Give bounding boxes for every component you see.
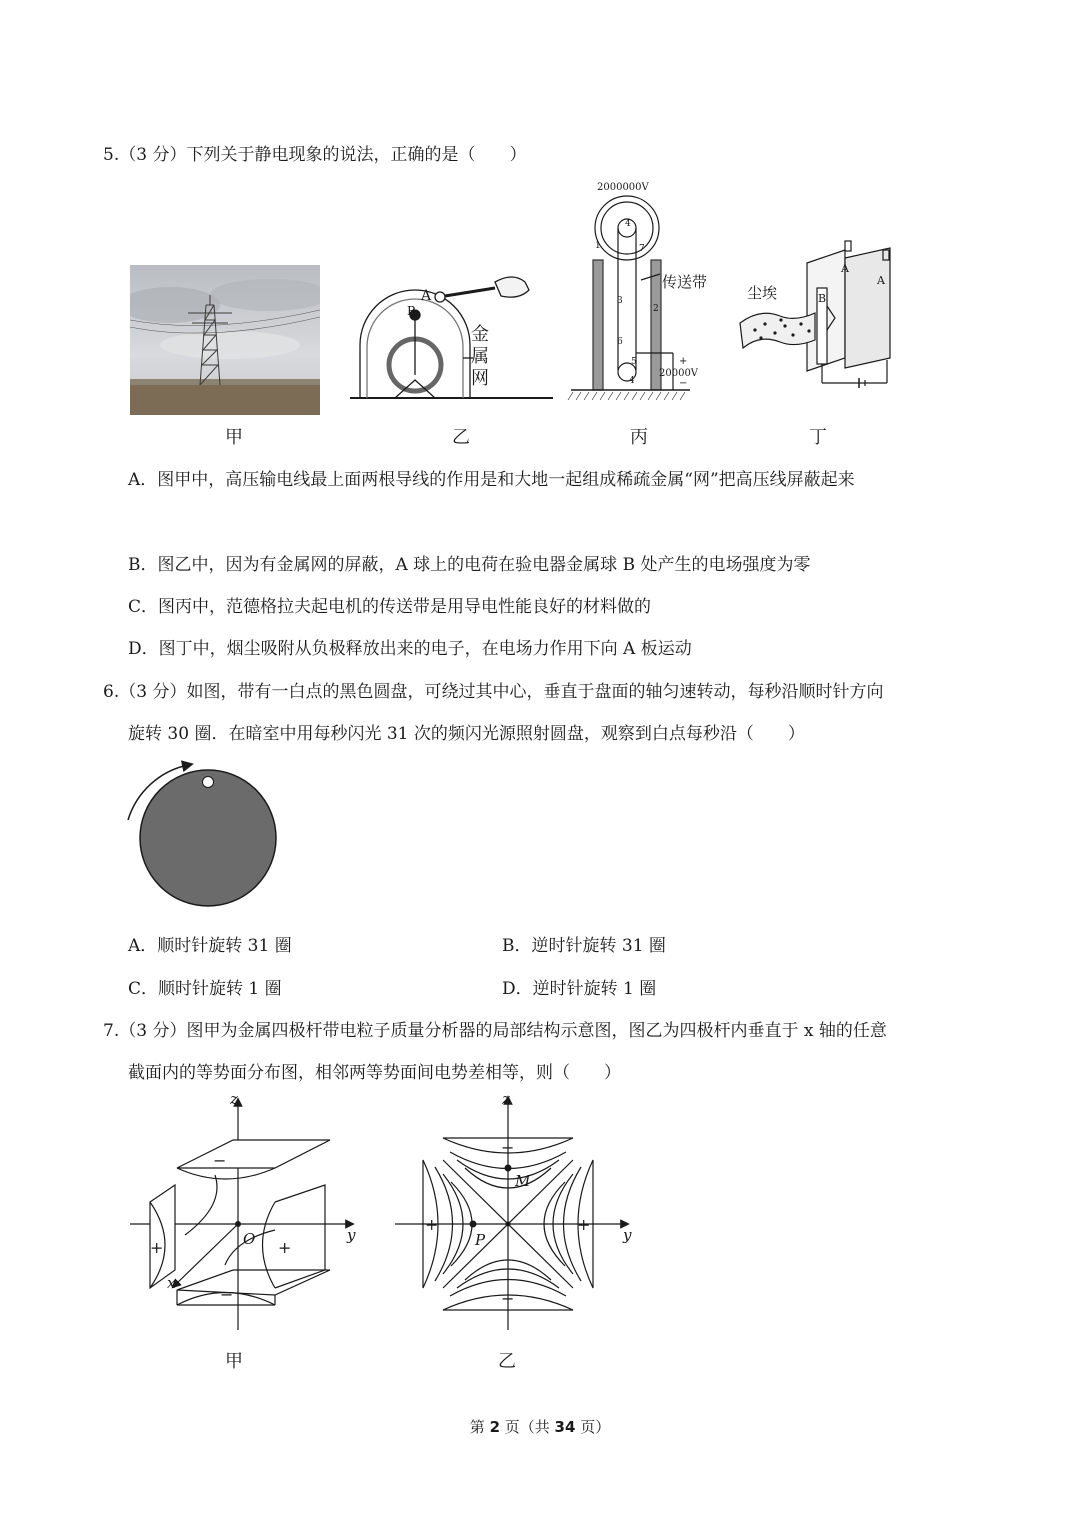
- q7-jia-origin: O: [243, 1230, 256, 1248]
- q5-option-a: A．图甲中，高压输电线最上面两根导线的作用是和大地一起组成稀疏金属“网”把高压线屏蔽起来: [128, 470, 855, 490]
- yi-label-b: B: [407, 304, 416, 318]
- yi-label-net-1: 金: [471, 324, 489, 345]
- bing-n7: 7: [639, 244, 645, 254]
- q7-jia-axis-y: y: [347, 1226, 356, 1244]
- ding-label-a2: A: [877, 274, 885, 287]
- q6-stem-line1: 6.（3 分）如图，带有一白点的黑色圆盘，可绕过其中心，垂直于盘面的轴匀速转动，每秒沿顺时针方向: [103, 682, 884, 702]
- q5-fig-ding-caption: 丁: [809, 427, 827, 448]
- q7-jia-minus-top: −: [213, 1151, 227, 1170]
- q7-yi-axis-z: z: [502, 1090, 510, 1108]
- q6-stem-line2: 旋转 30 圈．在暗室中用每秒闪光 31 次的频闪光源照射圆盘，观察到白点每秒沿（ ）: [128, 724, 805, 744]
- bing-n2: 2: [653, 304, 659, 314]
- footer-prefix: 第: [469, 1418, 490, 1436]
- q5-stem: 5.（3 分）下列关于静电现象的说法，正确的是（ ）: [103, 145, 527, 165]
- q7-fig-yi-caption: 乙: [498, 1351, 516, 1372]
- footer-middle: 页（共: [500, 1418, 555, 1436]
- ding-label-a1: A: [841, 262, 849, 275]
- q6-rotating-disk-figure: [120, 760, 290, 910]
- q5-option-d: D．图丁中，烟尘吸附从负极释放出来的电子，在电场力作用下向 A 板运动: [128, 639, 692, 659]
- q5-fig-jia-caption: 甲: [225, 427, 243, 448]
- q5-fig-bing-caption: 丙: [630, 427, 648, 448]
- q6-option-d: D．逆时针旋转 1 圈: [502, 979, 657, 999]
- bing-n4-top: 4: [625, 219, 631, 229]
- yi-label-net-2: 属: [471, 346, 489, 367]
- q5-figure-yi-electroscope: [345, 270, 555, 405]
- bing-n3: 3: [617, 296, 623, 306]
- q7-fig-jia-caption: 甲: [225, 1351, 243, 1372]
- q7-jia-axis-x: x: [167, 1274, 176, 1292]
- q7-yi-plus-left: +: [425, 1215, 439, 1234]
- q7-stem-line2: 截面内的等势面分布图，相邻两等势面间电势差相等，则（ ）: [128, 1063, 621, 1083]
- bing-belt-label: 传送带: [662, 273, 708, 291]
- page-footer: [0, 1416, 1080, 1437]
- q7-jia-plus-right: +: [278, 1238, 292, 1257]
- q7-yi-axis-y: y: [623, 1226, 632, 1244]
- bing-minus: −: [679, 378, 688, 389]
- footer-page-number: 2: [489, 1418, 500, 1436]
- ding-dust-label: 尘埃: [747, 284, 778, 302]
- q5-option-c: C．图丙中，范德格拉夫起电机的传送带是用导电性能良好的材料做的: [128, 597, 652, 617]
- q6-option-c: C．顺时针旋转 1 圈: [128, 979, 282, 999]
- bing-voltage-top: 2000000V: [597, 182, 649, 193]
- q5-figure-bing-generator: [565, 178, 725, 406]
- bing-n4-bottom: 4: [629, 376, 635, 386]
- q5-fig-yi-caption: 乙: [452, 427, 470, 448]
- q7-figure-yi-equipotential: [395, 1090, 645, 1340]
- q7-stem-line1: 7.（3 分）图甲为金属四极杆带电粒子质量分析器的局部结构示意图，图乙为四极杆内垂直于 x 轴的任意: [103, 1021, 887, 1041]
- q7-yi-point-p: P: [475, 1231, 486, 1249]
- footer-total-pages: 34: [554, 1418, 576, 1436]
- q5-figure-ding-precipitator: [735, 238, 900, 388]
- q7-jia-plus-left: +: [150, 1238, 164, 1257]
- q7-jia-minus-bottom: −: [220, 1285, 234, 1304]
- q6-option-b: B．逆时针旋转 31 圈: [502, 936, 666, 956]
- bing-plus: +: [679, 356, 688, 367]
- yi-label-net-3: 网: [471, 368, 489, 389]
- yi-label-a: A: [421, 288, 432, 304]
- q5-option-b: B．图乙中，因为有金属网的屏蔽，A 球上的电荷在验电器金属球 B 处产生的电场强度为零: [128, 555, 811, 575]
- ding-label-b: B: [818, 292, 827, 305]
- bing-n1: 1: [595, 241, 601, 251]
- q7-yi-plus-right: +: [577, 1215, 591, 1234]
- q7-jia-axis-z: z: [230, 1090, 238, 1108]
- q7-yi-minus-top: −: [501, 1138, 515, 1157]
- bing-n5: 5: [631, 357, 637, 367]
- footer-suffix: 页）: [575, 1418, 611, 1436]
- bing-n6: 6: [617, 337, 623, 347]
- q7-yi-point-m: M: [515, 1172, 531, 1190]
- bing-voltage-bottom: 20000V: [659, 368, 699, 379]
- q6-option-a: A．顺时针旋转 31 圈: [128, 936, 292, 956]
- q7-yi-minus-bottom: −: [501, 1289, 515, 1308]
- q5-figure-jia-photo: [130, 265, 320, 415]
- q7-figure-jia-quadrupole: [125, 1090, 370, 1340]
